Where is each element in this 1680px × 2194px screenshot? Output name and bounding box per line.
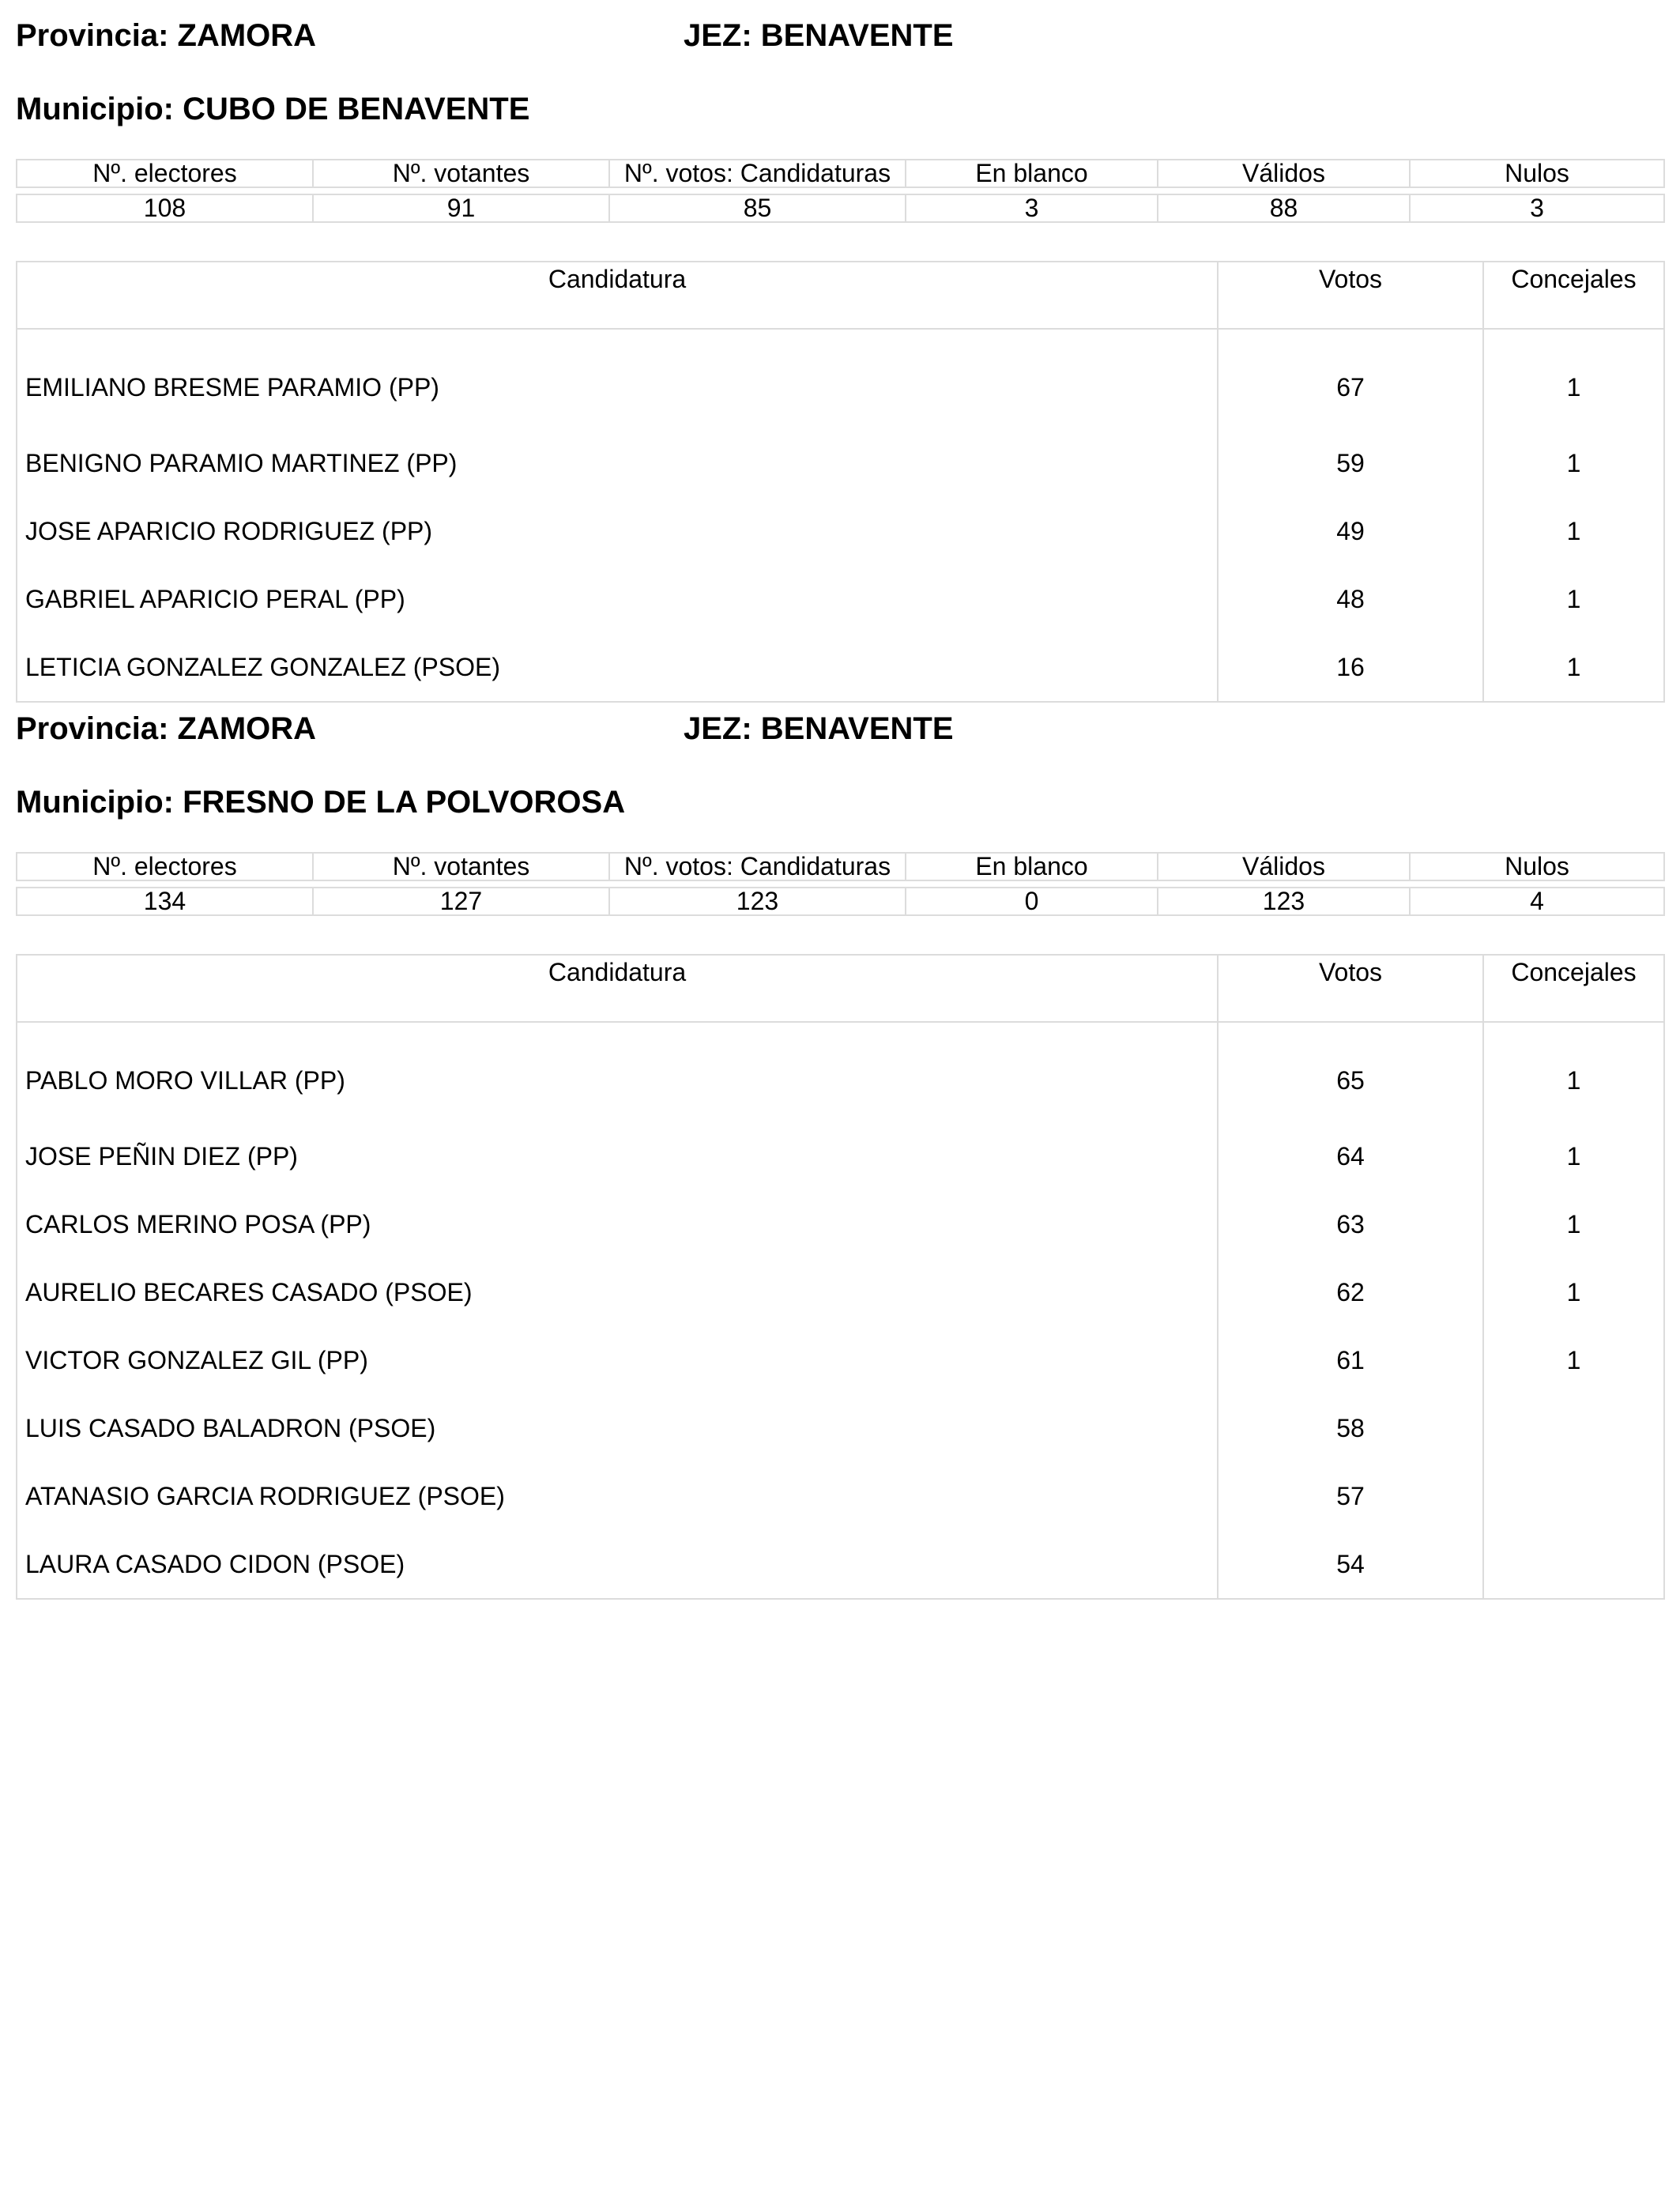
table-row <box>17 1122 1664 1190</box>
summary-header-row <box>17 853 1664 880</box>
summary-value-cell: 91 <box>313 194 609 222</box>
summary-table <box>16 159 1665 223</box>
candidate-name: GABRIEL APARICIO PERAL (PP) <box>17 565 1218 633</box>
table-row <box>17 1258 1664 1326</box>
summary-value-cell: 108 <box>17 194 313 222</box>
summary-value-cell: 134 <box>17 888 313 915</box>
summary-header-cell: Válidos <box>1158 160 1410 187</box>
summary-header-cell: En blanco <box>906 853 1158 880</box>
candidate-concejales: 1 <box>1483 1326 1664 1394</box>
summary-value-row <box>17 888 1664 915</box>
candidate-concejales: 1 <box>1483 1190 1664 1258</box>
summary-header-cell: Nº. electores <box>17 160 313 187</box>
candidate-concejales: 1 <box>1483 497 1664 565</box>
candidate-votos: 62 <box>1218 1258 1483 1326</box>
summary-value-cell: 0 <box>906 888 1158 915</box>
candidate-concejales: 1 <box>1483 1122 1664 1190</box>
candidate-name: JOSE APARICIO RODRIGUEZ (PP) <box>17 497 1218 565</box>
table-row <box>17 1462 1664 1530</box>
summary-header-cell: Nº. votantes <box>313 160 609 187</box>
summary-value-cell: 3 <box>1410 194 1664 222</box>
table-row <box>17 565 1664 633</box>
candidate-votos: 65 <box>1218 1022 1483 1122</box>
candidate-name: BENIGNO PARAMIO MARTINEZ (PP) <box>17 429 1218 497</box>
candidate-concejales <box>1483 1530 1664 1599</box>
summary-value-cell: 123 <box>609 888 906 915</box>
summary-header-cell: Nº. votantes <box>313 853 609 880</box>
jez-label: JEZ: BENAVENTE <box>684 18 954 53</box>
table-row <box>17 1190 1664 1258</box>
header-line <box>16 16 1663 55</box>
summary-header-cell: Nº. votos: Candidaturas <box>609 853 906 880</box>
candidate-concejales: 1 <box>1483 633 1664 702</box>
summary-header-cell: En blanco <box>906 160 1158 187</box>
summary-header-cell: Válidos <box>1158 853 1410 880</box>
table-row <box>17 1326 1664 1394</box>
candidate-votos: 63 <box>1218 1190 1483 1258</box>
col-header-votos: Votos <box>1218 955 1483 1022</box>
table-row <box>17 1530 1664 1599</box>
candidate-name: EMILIANO BRESME PARAMIO (PP) <box>17 329 1218 429</box>
provincia-label: Provincia: ZAMORA <box>16 18 317 53</box>
col-header-concejales: Concejales <box>1483 262 1664 329</box>
table-row <box>17 1394 1664 1462</box>
summary-header-cell: Nº. electores <box>17 853 313 880</box>
summary-value-cell: 85 <box>609 194 906 222</box>
candidates-table <box>16 954 1665 1600</box>
summary-value-cell: 123 <box>1158 888 1410 915</box>
municipio-label: Municipio: FRESNO DE LA POLVOROSA <box>16 785 626 820</box>
provincia-label: Provincia: ZAMORA <box>16 711 317 746</box>
candidate-name: AURELIO BECARES CASADO (PSOE) <box>17 1258 1218 1326</box>
candidate-concejales: 1 <box>1483 565 1664 633</box>
candidate-concejales: 1 <box>1483 1022 1664 1122</box>
candidate-votos: 16 <box>1218 633 1483 702</box>
candidate-name: LETICIA GONZALEZ GONZALEZ (PSOE) <box>17 633 1218 702</box>
summary-spacer <box>17 187 1664 194</box>
summary-header-cell: Nulos <box>1410 853 1664 880</box>
table-row <box>17 429 1664 497</box>
candidate-votos: 64 <box>1218 1122 1483 1190</box>
candidate-votos: 67 <box>1218 329 1483 429</box>
table-row <box>17 1022 1664 1122</box>
candidate-name: PABLO MORO VILLAR (PP) <box>17 1022 1218 1122</box>
candidate-votos: 57 <box>1218 1462 1483 1530</box>
candidate-votos: 49 <box>1218 497 1483 565</box>
candidate-concejales: 1 <box>1483 429 1664 497</box>
candidates-header-row <box>17 955 1664 1022</box>
table-row <box>17 329 1664 429</box>
col-header-concejales: Concejales <box>1483 955 1664 1022</box>
candidate-name: JOSE PEÑIN DIEZ (PP) <box>17 1122 1218 1190</box>
summary-value-cell: 3 <box>906 194 1158 222</box>
candidate-name: LUIS CASADO BALADRON (PSOE) <box>17 1394 1218 1462</box>
table-row <box>17 633 1664 702</box>
candidates-table <box>16 261 1665 703</box>
candidate-concejales <box>1483 1394 1664 1462</box>
summary-header-cell: Nº. votos: Candidaturas <box>609 160 906 187</box>
col-header-votos: Votos <box>1218 262 1483 329</box>
municipio-label: Municipio: CUBO DE BENAVENTE <box>16 92 530 126</box>
candidate-name: CARLOS MERINO POSA (PP) <box>17 1190 1218 1258</box>
candidate-votos: 59 <box>1218 429 1483 497</box>
candidate-concejales: 1 <box>1483 1258 1664 1326</box>
candidates-header-row <box>17 262 1664 329</box>
table-row <box>17 497 1664 565</box>
candidate-concejales: 1 <box>1483 329 1664 429</box>
summary-spacer <box>17 880 1664 888</box>
summary-table <box>16 852 1665 916</box>
candidate-name: VICTOR GONZALEZ GIL (PP) <box>17 1326 1218 1394</box>
summary-value-cell: 88 <box>1158 194 1410 222</box>
summary-value-row <box>17 194 1664 222</box>
header-line <box>16 709 1663 748</box>
candidate-votos: 54 <box>1218 1530 1483 1599</box>
summary-header-cell: Nulos <box>1410 160 1664 187</box>
col-header-candidatura: Candidatura <box>17 262 1218 329</box>
candidate-concejales <box>1483 1462 1664 1530</box>
summary-value-cell: 127 <box>313 888 609 915</box>
candidate-votos: 61 <box>1218 1326 1483 1394</box>
candidate-name: ATANASIO GARCIA RODRIGUEZ (PSOE) <box>17 1462 1218 1530</box>
summary-value-cell: 4 <box>1410 888 1664 915</box>
jez-label: JEZ: BENAVENTE <box>684 711 954 746</box>
candidate-votos: 58 <box>1218 1394 1483 1462</box>
candidate-votos: 48 <box>1218 565 1483 633</box>
summary-header-row <box>17 160 1664 187</box>
col-header-candidatura: Candidatura <box>17 955 1218 1022</box>
candidate-name: LAURA CASADO CIDON (PSOE) <box>17 1530 1218 1599</box>
